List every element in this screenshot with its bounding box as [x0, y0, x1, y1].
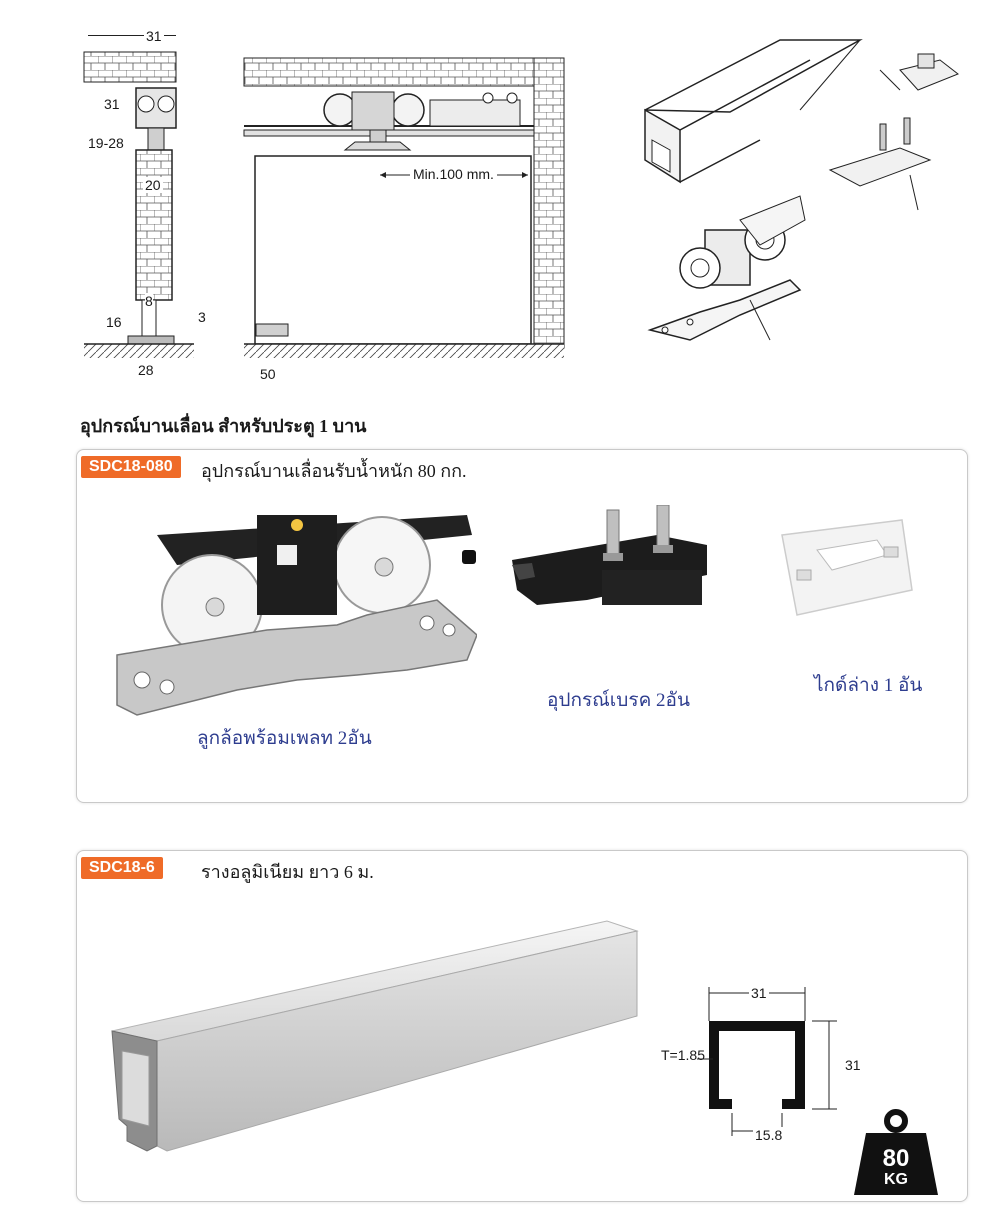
- brake-stopper-icon: [507, 505, 717, 625]
- profile-thickness-label: T=1.85: [661, 1047, 705, 1063]
- product-panel-aluminium-rail: [76, 850, 968, 1202]
- product-code-badge: SDC18-080: [81, 456, 181, 478]
- dim-rail-height: 31: [104, 96, 120, 112]
- product-description: อุปกรณ์บานเลื่อนรับน้ำหนัก 80 กก.: [201, 461, 467, 481]
- trolley-caption: ลูกล้อพร้อมเพลท 2อัน: [197, 728, 372, 749]
- section-title: อุปกรณ์บานเลื่อน สำหรับประตู 1 บาน: [80, 416, 367, 436]
- dim-guide-slot: 8: [145, 293, 153, 309]
- weight-value: 80: [882, 1145, 910, 1172]
- product-code-badge: SDC18-6: [81, 857, 163, 879]
- profile-opening-label: 15.8: [755, 1127, 783, 1143]
- aluminium-rail-icon: [107, 901, 647, 1171]
- product-description: รางอลูมิเนียม ยาว 6 ม.: [201, 862, 374, 882]
- floor-guide-icon: [772, 515, 922, 625]
- weight-icon: [852, 1109, 940, 1197]
- brake-caption: อุปกรณ์เบรค 2อัน: [547, 690, 690, 711]
- rail-profile-diagram: [647, 981, 877, 1151]
- profile-width-label: 31: [751, 985, 767, 1001]
- dim-guide-width: 28: [138, 362, 154, 378]
- dim-guide-offset: 50: [260, 366, 276, 382]
- weight-unit: KG: [884, 1171, 908, 1188]
- drawing-dimensions: [0, 0, 1000, 400]
- dim-top-width: 31: [146, 28, 162, 44]
- dim-door-thickness: 20: [145, 177, 161, 193]
- dim-bottom-gap: 16: [106, 314, 122, 330]
- dim-hanger-range: 19-28: [88, 135, 124, 151]
- guide-caption: ไกด์ล่าง 1 อัน: [814, 675, 923, 696]
- dim-guide-height: 3: [198, 309, 206, 325]
- dim-min-clearance: Min.100 mm.: [410, 166, 497, 182]
- profile-height-label: 31: [845, 1057, 861, 1073]
- roller-trolley-icon: [97, 505, 477, 735]
- product-panel-trolley-set: [76, 449, 968, 803]
